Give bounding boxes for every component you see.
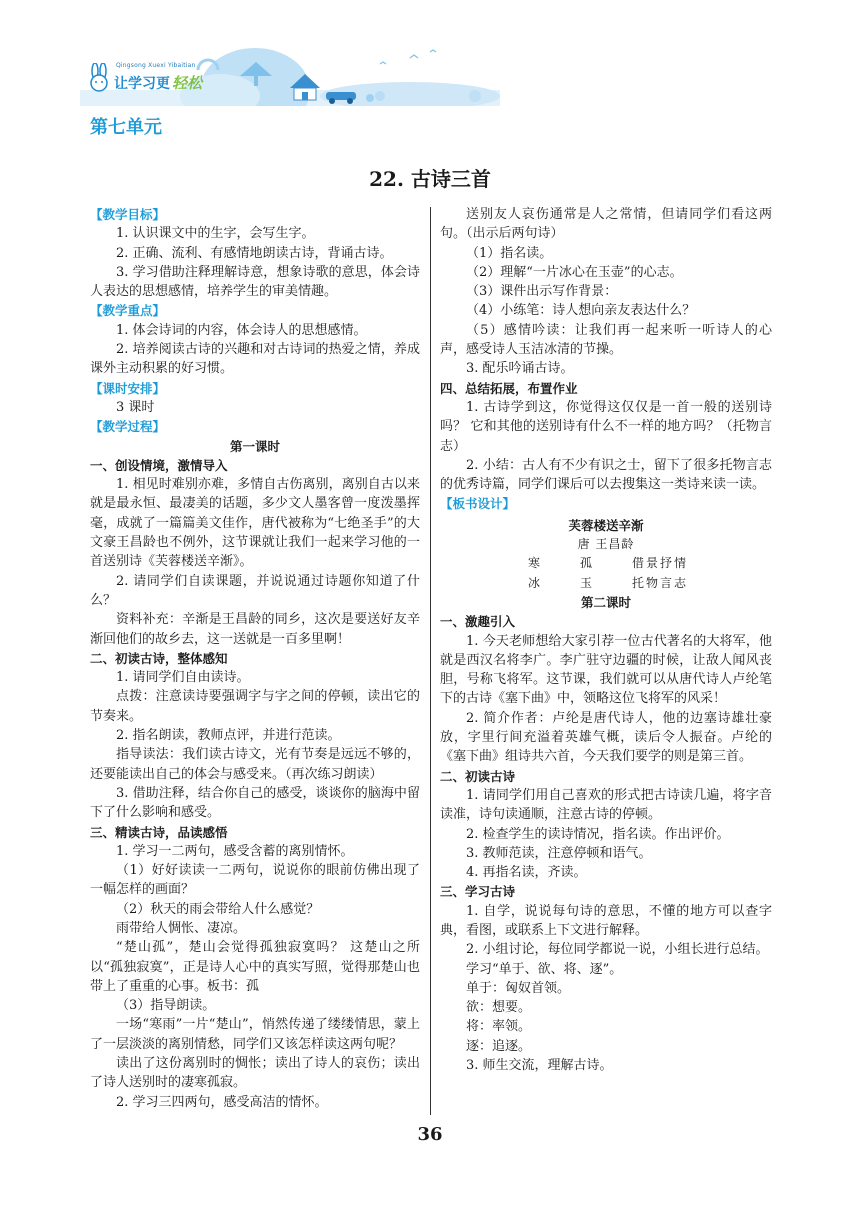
paragraph: 3. 借助注释，结合你自己的感受，谈谈你的脑海中留下了什么影响和感受。 (90, 785, 420, 821)
paragraph: （3）课件出示写作背景： (466, 284, 618, 300)
board-row (440, 554, 772, 573)
board-cell: 孤 (580, 556, 593, 571)
step-heading: 一、激趣引入 (440, 614, 516, 630)
paragraph: 学习“单于、欲、将、逐”。 (466, 961, 623, 977)
paragraph: 4. 再指名读，齐读。 (466, 865, 587, 881)
logo-text-accent: 轻松 (172, 74, 203, 92)
board-title: 芙蓉楼送辛渐 (568, 517, 644, 533)
paragraph: （1）指名读。 (466, 245, 553, 261)
right-column (440, 205, 772, 1075)
unit-title: 第七单元 (90, 117, 162, 138)
bird-icon (410, 55, 418, 58)
section-heading: 【板书设计】 (440, 496, 516, 512)
right-column-part-a (440, 205, 772, 514)
paragraph: 1. 学习一二两句，感受含蓄的离别情怀。 (116, 843, 354, 859)
board-author: 唐 王昌龄 (577, 537, 635, 552)
paragraph: 资料补充：辛渐是王昌龄的同乡，这次是要送好友辛渐回他们的故乡去，这一送就是一百多里啊！ (90, 612, 420, 647)
paragraph: （4）小练笔：诗人想向亲友表达什么？ (466, 303, 696, 319)
paragraph: （3）指导朗读。 (116, 998, 216, 1014)
column-divider (430, 207, 431, 1115)
paragraph: 2. 小组讨论，每位同学都说一说，小组长进行总结。 (466, 942, 769, 958)
paragraph: “楚山孤”，楚山会觉得孤独寂寞吗？ 这楚山之所以“孤独寂寞”，正是诗人心中的真实写照，觉得那楚山也带上了重重的心事。板书：孤 (90, 940, 420, 994)
bird-icon (430, 50, 436, 52)
paragraph: 点拨：注意读诗要强调字与字之间的停顿，读出它的节奏来。 (90, 689, 420, 724)
step-heading: 二、初读古诗，整体感知 (90, 650, 228, 666)
step-heading: 三、精读古诗，品读感悟 (90, 824, 228, 840)
paragraph: 2. 简介作者：卢纶是唐代诗人，他的边塞诗雄壮豪放，字里行间充溢着英雄气概，读后令人振奋。卢纶的《塞下曲》组诗共六首，今天我们要学的则是第三首。 (440, 710, 772, 765)
paragraph: 1. 古诗学到这，你觉得这仅仅是一首一般的送别诗吗？ 它和其他的送别诗有什么不一样的地方吗？（托物言志） (440, 399, 772, 454)
paragraph: 1. 自学，说说每句诗的意思，不懂的地方可以查字典，看图，或联系上下文进行解释。 (440, 903, 772, 938)
paragraph: （5）感情吟读：让我们再一起来听一听诗人的心声，感受诗人玉洁冰清的节操。 (440, 322, 772, 358)
period-heading: 第一课时 (229, 438, 280, 454)
paragraph: 1. 认识课文中的生字，会写生字。 (116, 226, 315, 242)
board-cell: 借景抒情 (632, 556, 689, 571)
paragraph: （2）理解“一片冰心在玉壶”的心志。 (466, 264, 683, 280)
paragraph: 1. 请同学们用自己喜欢的形式把古诗读几遍，将字音读准，诗句读通顺，注意古诗的停顿。 (440, 787, 772, 823)
paragraph: （1）好好读读一二两句，说说你的眼前仿佛出现了一幅怎样的画面？ (90, 863, 420, 898)
section-heading: 【教学重点】 (90, 303, 166, 319)
paragraph: （2）秋天的雨会带给人什么感觉？ (116, 901, 320, 917)
paragraph: 2. 指名朗读，教师点评，并进行范读。 (116, 728, 341, 744)
logo (86, 62, 202, 93)
paragraph: 读出了这份离别时的惆怅；读出了诗人的哀伤；读出了诗人送别时的凄寒孤寂。 (90, 1056, 420, 1091)
paragraph: 3 课时 (116, 399, 155, 415)
logo-text: 让学习更 (114, 75, 170, 92)
board-cell: 托物言志 (632, 575, 689, 590)
paragraph: 2. 请同学们自读课题，并说说通过诗题你知道了什么？ (90, 573, 420, 608)
left-column (90, 205, 420, 1112)
paragraph: 1. 体会诗词的内容，体会诗人的思想感情。 (116, 322, 367, 338)
paragraph: 雨带给人惆怅、凄凉。 (116, 920, 247, 936)
section-heading: 【教学目标】 (90, 207, 166, 222)
paragraph: 将：率领。 (466, 1019, 532, 1035)
section-heading: 【教学过程】 (90, 419, 166, 435)
paragraph: 2. 培养阅读古诗的兴趣和对古诗词的热爱之情，养成课外主动积累的好习惯。 (90, 342, 420, 377)
board-rows (440, 554, 772, 593)
paragraph: 指导读法：我们读古诗文，光有节奏是远远不够的，还要能读出自己的体会与感受来。（再次练习朗读） (90, 747, 420, 782)
page-number: 36 (417, 1124, 443, 1145)
board-cell: 冰 (528, 575, 541, 590)
lesson-title: 22. 古诗三首 (369, 167, 491, 191)
step-heading: 二、初读古诗 (440, 768, 516, 784)
paragraph: 1. 相见时难别亦难，多情自古伤离别，离别自古以来就是最永恒、最凄美的话题，多少文人墨客曾一度泼墨挥毫，成就了一篇篇美文佳作，唐代被称为“七绝圣手”的大文豪王昌龄也不例外，这节课就让我们一起来学习他的一首送别诗《芙蓉楼送辛渐》。 (90, 477, 420, 570)
step-heading: 一、创设情境，激情导入 (90, 457, 228, 473)
paragraph: 送别友人哀伤通常是人之常情，但请同学们看这两句。（出示后两句诗） (440, 207, 772, 242)
paragraph: 3. 师生交流，理解古诗。 (466, 1058, 613, 1074)
paragraph: 3. 学习借助注释理解诗意，想象诗歌的意思，体会诗人表达的思想感情，培养学生的审美情趣。 (90, 264, 420, 300)
logo-subtitle: Qingsong Xuexi Yibaitian (116, 62, 196, 69)
paragraph: 1. 请同学们自由读诗。 (116, 670, 250, 686)
paragraph: 2. 学习三四两句，感受高洁的情怀。 (116, 1094, 328, 1110)
paragraph: 单于：匈奴首领。 (466, 980, 571, 996)
paragraph: 2. 正确、流利、有感情地朗读古诗，背诵古诗。 (116, 245, 393, 261)
section-heading: 【课时安排】 (90, 380, 166, 396)
board-design (440, 516, 772, 593)
paragraph: 2. 检查学生的读诗情况，指名读。作出评价。 (466, 826, 730, 842)
paragraph: 1. 今天老师想给大家引荐一位古代著名的大将军，他就是西汉名将李广。李广驻守边疆的时候，让敌人闻风丧胆，号称飞将军。这节课，我们就可以从唐代诗人卢纶笔下的古诗《塞下曲》中，领略这位飞将军的风采！ (440, 633, 772, 707)
paragraph: 逐：追逐。 (466, 1038, 532, 1054)
right-column-part-b (440, 593, 772, 1075)
board-cell: 玉 (580, 575, 593, 590)
bunny-icon (86, 63, 112, 93)
bird-icon (380, 62, 386, 64)
board-cell: 寒 (528, 556, 541, 571)
board-row (440, 574, 772, 593)
paragraph: 3. 配乐吟诵古诗。 (466, 361, 574, 377)
step-heading: 三、学习古诗 (440, 884, 516, 900)
paragraph: 2. 小结：古人有不少有识之士，留下了很多托物言志的优秀诗篇，同学们课后可以去搜集这一类诗来读一读。 (440, 457, 772, 493)
paragraph: 欲：想要。 (466, 1000, 532, 1016)
paragraph: 3. 教师范读，注意停顿和语气。 (466, 845, 652, 861)
paragraph: 一场“寒雨”一片“楚山”，悄然传递了缕缕情思，蒙上了一层淡淡的离别情愁，同学们又该怎样读这两句呢？ (90, 1017, 420, 1052)
period-heading: 第二课时 (580, 594, 631, 610)
step-heading: 四、总结拓展，布置作业 (440, 380, 578, 396)
